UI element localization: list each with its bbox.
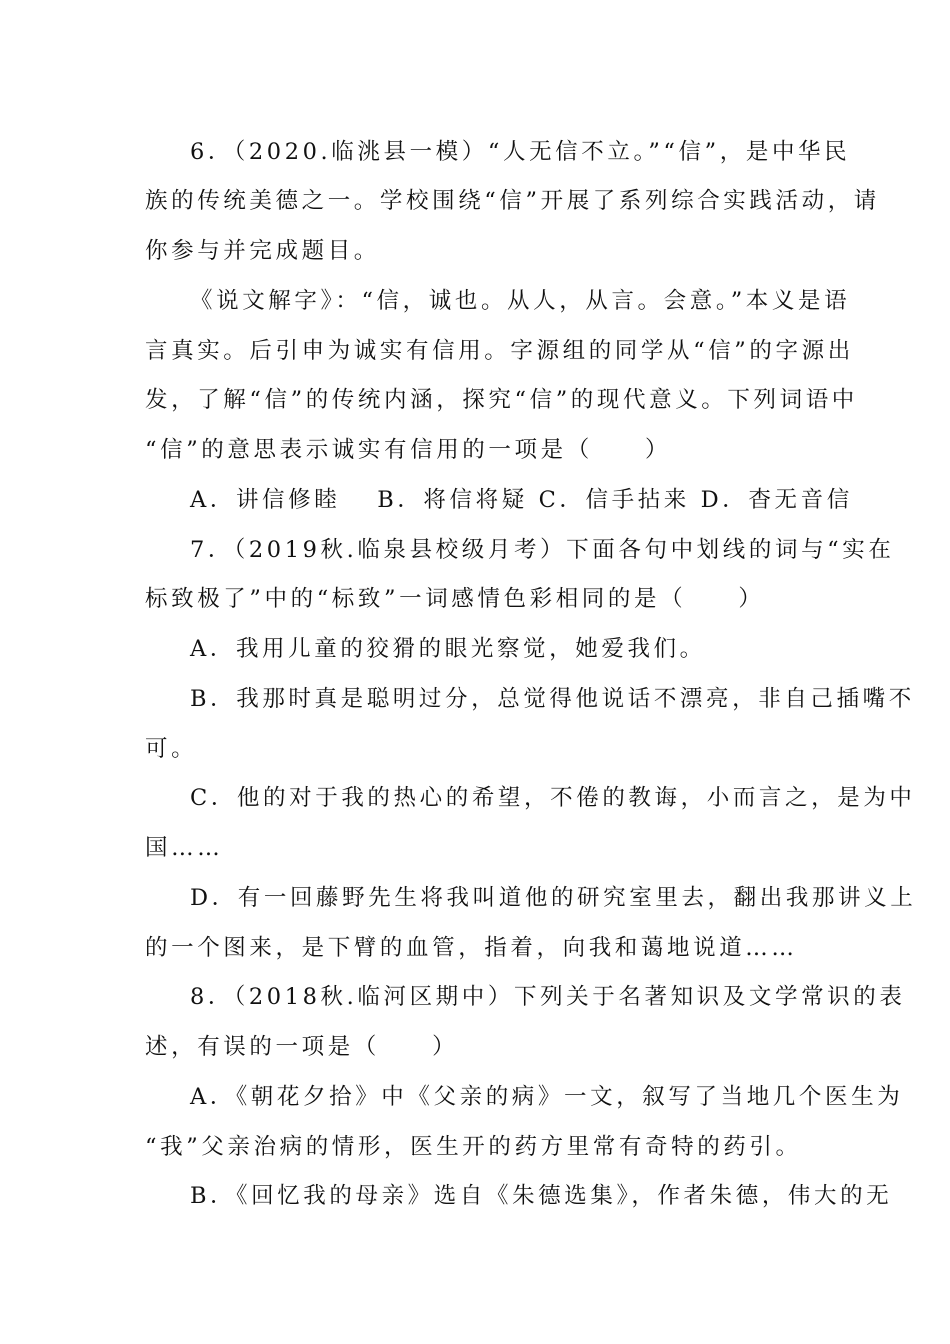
q7-option-c-line-1: C．他的对于我的热心的希望，不倦的教诲，小而言之，是为中 — [190, 785, 916, 811]
q6-options: A．讲信修睦 B．将信将疑 C．信手拈来 D．杳无音信 — [190, 487, 853, 513]
q6-line-3: 你参与并完成题目。 — [145, 238, 380, 264]
q8-option-a-line-1: A．《朝花夕拾》中《父亲的病》一文，叙写了当地几个医生为 — [190, 1084, 904, 1110]
q6-line-7: “信”的意思表示诚实有信用的一项是（ ） — [145, 437, 672, 463]
q6-line-1: 6．（2020.临洮县一模）“人无信不立。”“信”，是中华民 — [190, 139, 851, 165]
q7-line-2: 标致极了”中的“标致”一词感情色彩相同的是（ ） — [145, 586, 765, 612]
q7-option-c-line-2: 国…… — [145, 835, 224, 861]
q7-option-a: A．我用儿童的狡猾的眼光察觉，她爱我们。 — [190, 636, 706, 662]
q6-line-6: 发，了解“信”的传统内涵，探究“信”的现代意义。下列词语中 — [145, 387, 858, 413]
q7-option-d-line-1: D．有一回藤野先生将我叫道他的研究室里去，翻出我那讲义上 — [190, 885, 917, 911]
q7-option-b-line-2: 可。 — [145, 736, 198, 762]
q7-line-1: 7．（2019秋.临泉县校级月考）下面各句中划线的词与“实在 — [190, 537, 895, 563]
q8-line-2: 述，有误的一项是（ ） — [145, 1034, 459, 1060]
q8-option-b-line-1: B．《回忆我的母亲》选自《朱德选集》，作者朱德，伟大的无 — [190, 1183, 893, 1209]
q6-line-5: 言真实。后引申为诚实有信用。字源组的同学从“信”的字源出 — [145, 338, 854, 364]
q8-option-a-line-2: “我”父亲治病的情形，医生开的药方里常有奇特的药引。 — [145, 1134, 802, 1160]
q7-option-d-line-2: 的一个图来，是下臂的血管，指着，向我和蔼地说道…… — [145, 935, 798, 961]
q8-line-1: 8．（2018秋.临河区期中）下列关于名著知识及文学常识的表 — [190, 984, 906, 1010]
q7-option-b-line-1: B．我那时真是聪明过分，总觉得他说话不漂亮，非自己插嘴不 — [190, 686, 915, 712]
q6-line-4: 《说文解字》：“信，诚也。从人，从言。会意。”本义是语 — [190, 288, 851, 314]
q6-line-2: 族的传统美德之一。学校围绕“信”开展了系列综合实践活动，请 — [145, 188, 880, 214]
